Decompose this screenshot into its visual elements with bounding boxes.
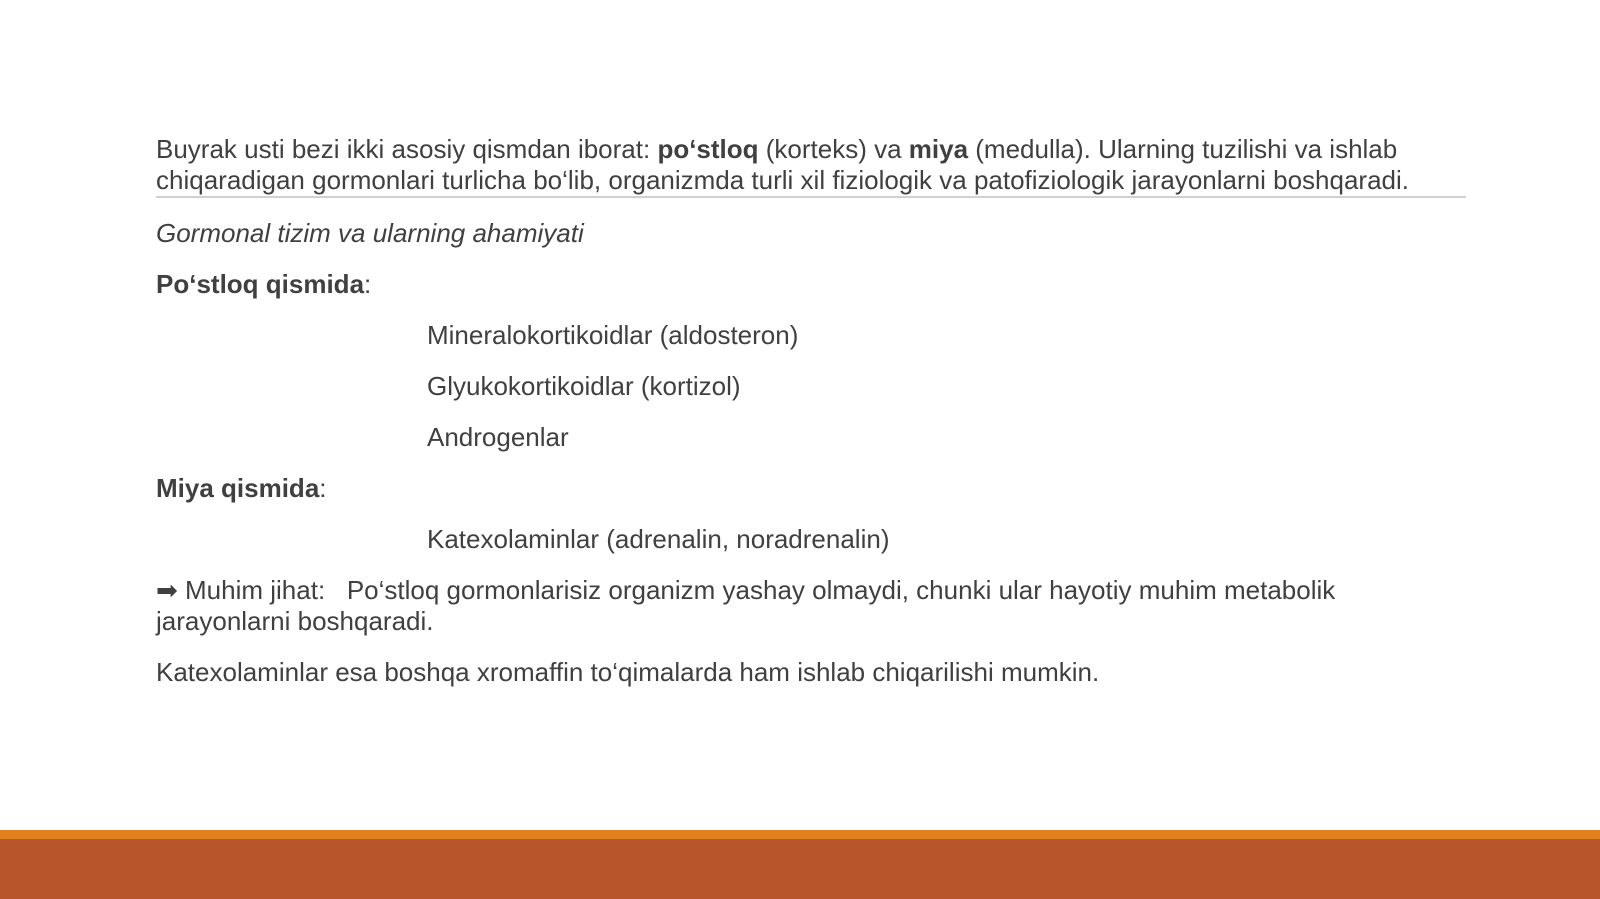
cortex-item: Glyukokortikoidlar (kortizol) [427,371,741,401]
medulla-heading [156,473,1466,504]
intro-text-3: (medulla). Ularning tuzilishi va ishlab chiqaradigan gormonlari turlicha bo‘lib, organizmda turli xil fiziologik va patofiziologik jarayonlarni boshqaradi. [156,134,1409,195]
closing-paragraph: Katexolaminlar esa boshqa xromaffin to‘qimalarda ham ishlab chiqarilishi mumkin. [156,657,1100,687]
slide-body [156,134,1466,708]
footer-accent-line [0,830,1600,839]
cortex-heading-colon: : [364,269,372,299]
cortex-heading [156,269,1466,300]
intro-paragraph [156,134,1466,196]
important-note: ➡ Muhim jihat: Po‘stloq gormonlarisiz organizm yashay olmaydi, chunki ular hayotiy muhim metabolik jarayonlarni boshqaradi. [156,575,1343,636]
cortex-item: Androgenlar [427,422,569,452]
cortex-item: Mineralokortikoidlar (aldosteron) [427,320,799,350]
intro-text-1: Buyrak usti bezi ikki asosiy qismdan iborat: [156,134,658,164]
footer-band [0,839,1600,899]
medulla-heading-label: Miya qismida [156,473,320,503]
intro-text-2: (korteks) va [758,134,909,164]
medulla-heading-colon: : [319,473,327,503]
intro-bold-cortex: po‘stloq [657,134,759,164]
section-subtitle: Gormonal tizim va ularning ahamiyati [156,218,584,248]
section-divider [156,196,1466,198]
intro-bold-medulla: miya [908,134,969,164]
medulla-item: Katexolaminlar (adrenalin, noradrenalin) [427,524,890,554]
cortex-heading-label: Po‘stloq qismida [156,269,365,299]
